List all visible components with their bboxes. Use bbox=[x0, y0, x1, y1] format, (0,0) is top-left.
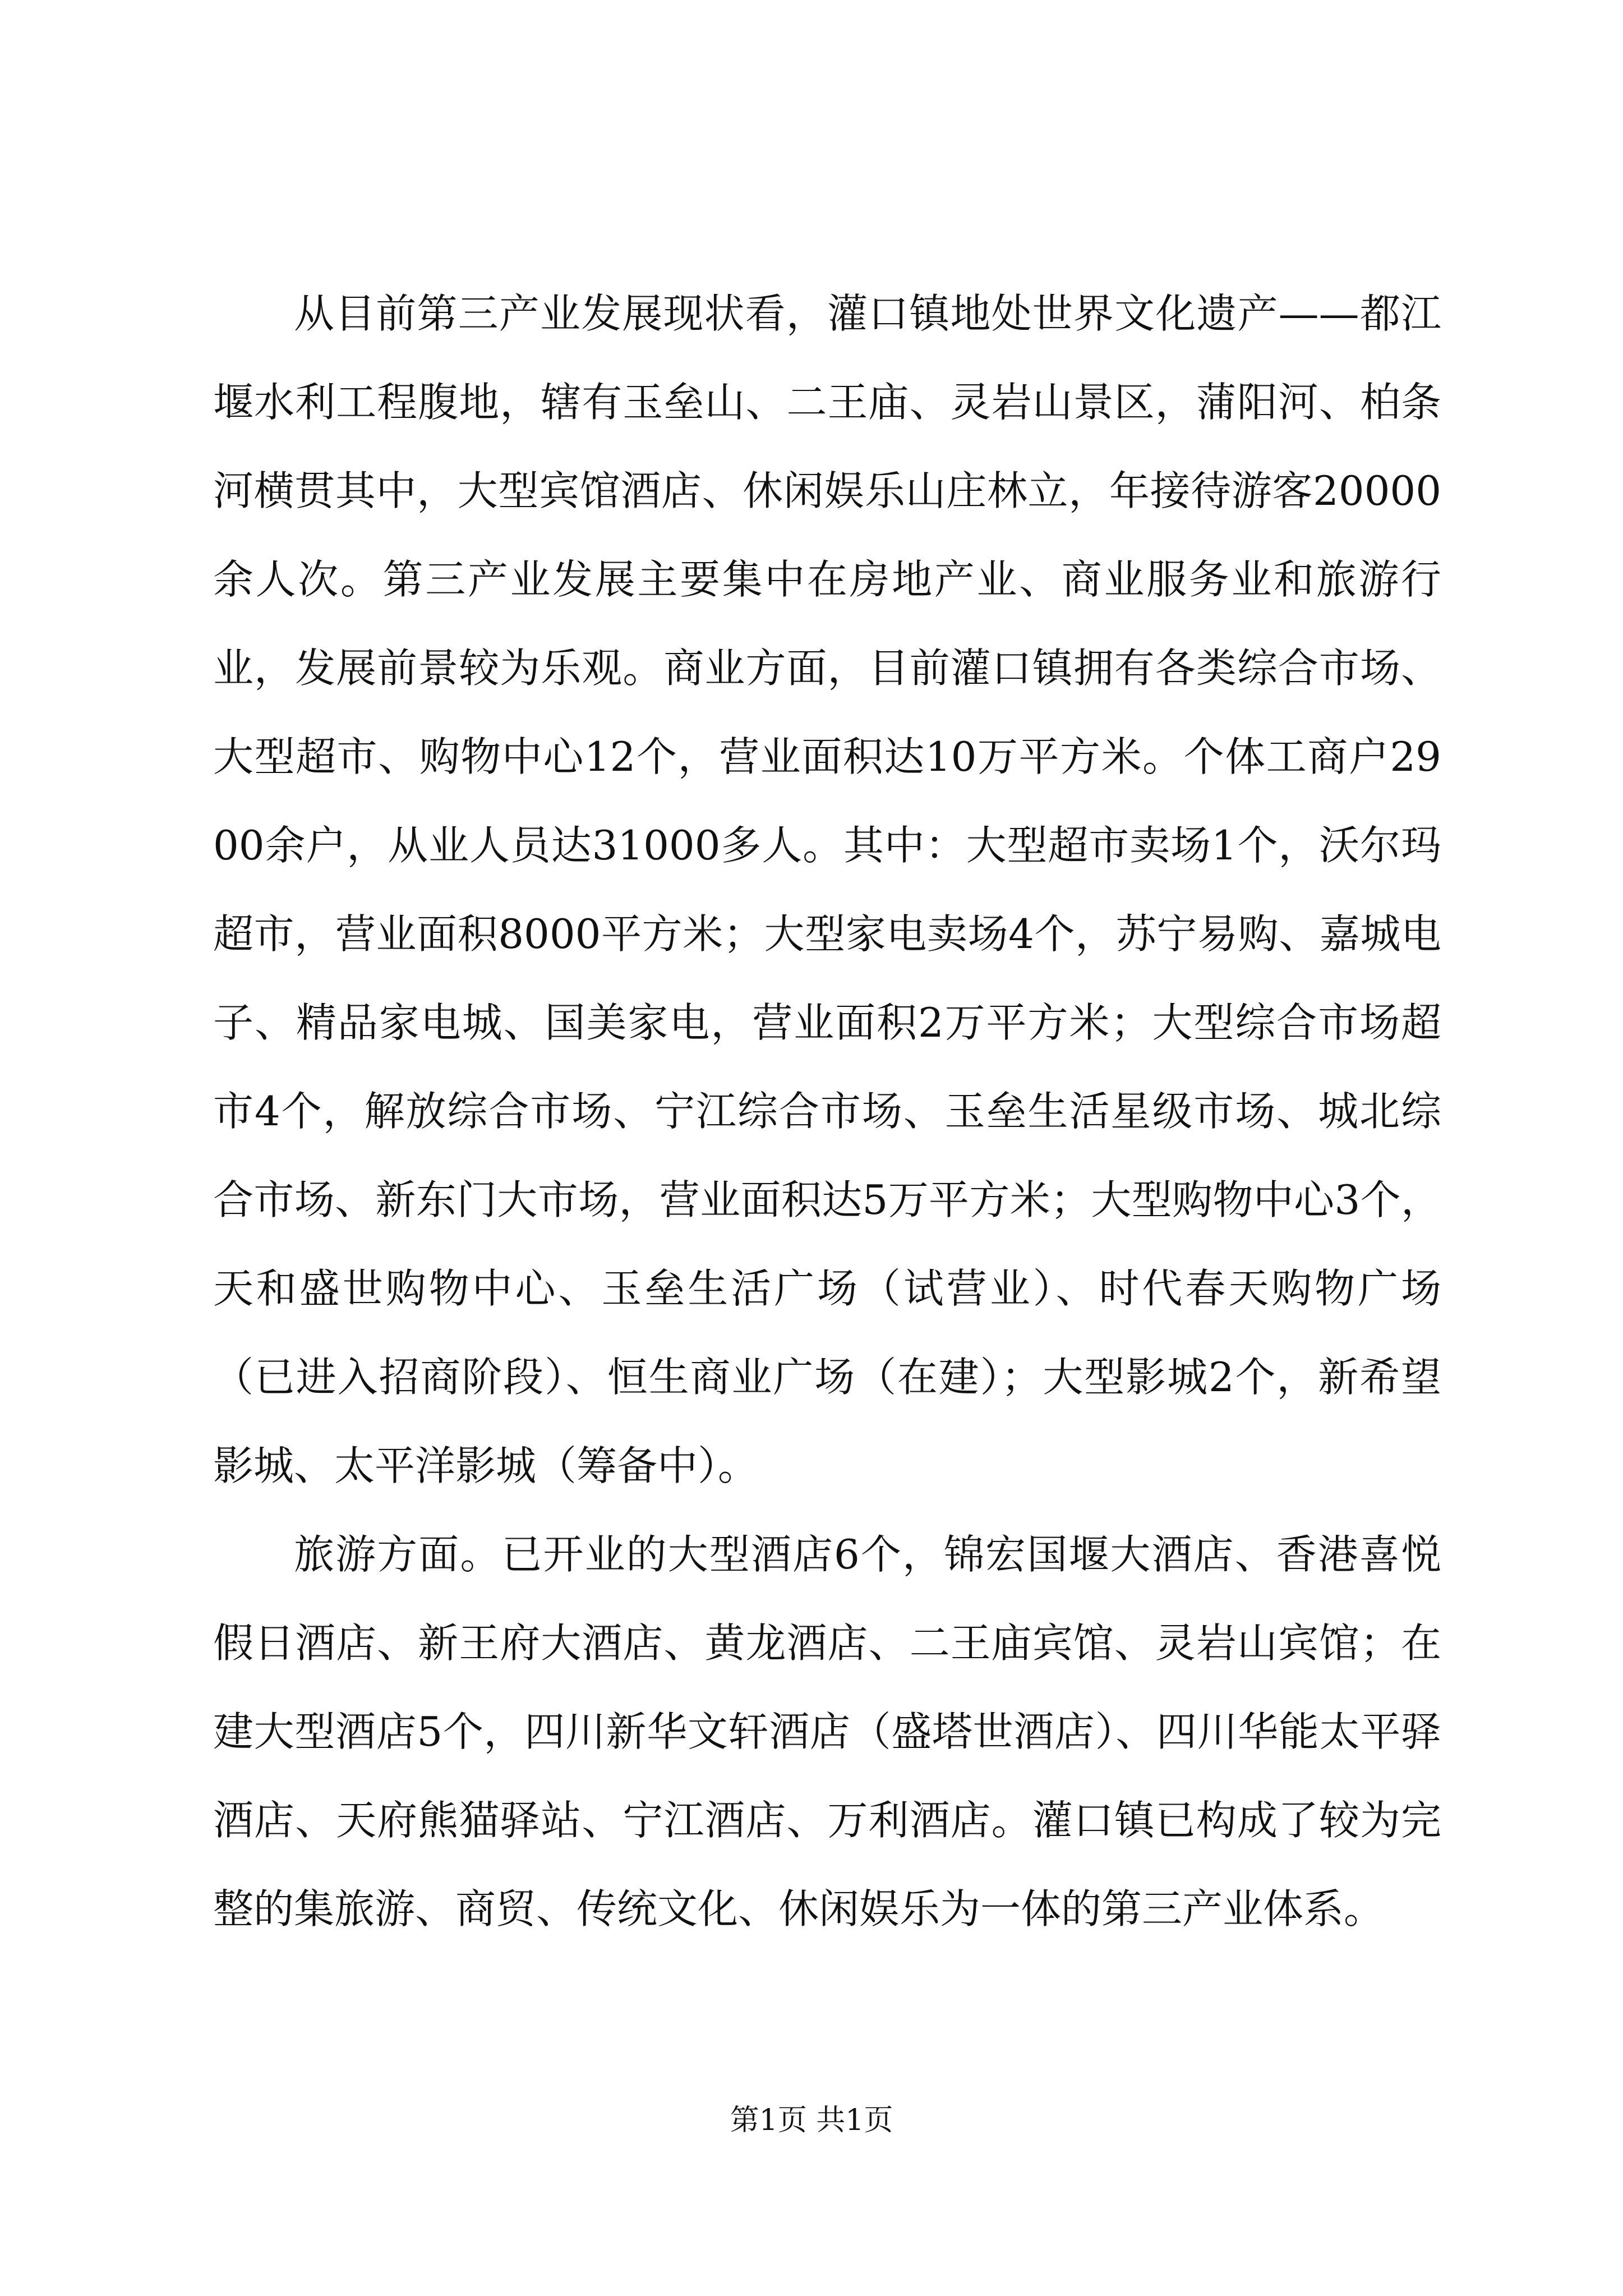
page-footer: 第1页 共1页 bbox=[730, 2104, 893, 2137]
paragraph-commerce: 从目前第三产业发展现状看，灌口镇地处世界文化遗产——都江堰水利工程腹地，辖有玉垒山、二王庙、灵岩山景区，蒲阳河、柏条河横贯其中，大型宾馆酒店、休闲娱乐山庄林立，年接待游客20000余人次。第三产业发展主要集中在房地产业、商业服务业和旅游行业，发展前景较为乐观。商业方面，目前灌口镇拥有各类综合市场、大型超市、购物中心12个，营业面积达10万平方米。个体工商户2900余户，从业人员达31000多人。其中：大型超市卖场1个，沃尔玛超市，营业面积8000平方米；大型家电卖场4个，苏宁易购、嘉城电子、精品家电城、国美家电，营业面积2万平方米；大型综合市场超市4个，解放综合市场、宁江综合市场、玉垒生活星级市场、城北综合市场、新东门大市场，营业面积达5万平方米；大型购物中心3个，天和盛世购物中心、玉垒生活广场（试营业）、时代春天购物广场（已进入招商阶段）、恒生商业广场（在建）；大型影城2个，新希望影城、太平洋影城（筹备中）。 bbox=[213, 290, 1441, 1489]
document-body bbox=[213, 269, 1441, 1953]
paragraph-tourism: 旅游方面。已开业的大型酒店6个，锦宏国堰大酒店、香港喜悦假日酒店、新王府大酒店、黄龙酒店、二王庙宾馆、灵岩山宾馆；在建大型酒店5个，四川新华文轩酒店（盛塔世酒店）、四川华能太平驿酒店、天府熊猫驿站、宁江酒店、万利酒店。灌口镇已构成了较为完整的集旅游、商贸、传统文化、休闲娱乐为一体的第三产业体系。 bbox=[213, 1531, 1441, 1932]
